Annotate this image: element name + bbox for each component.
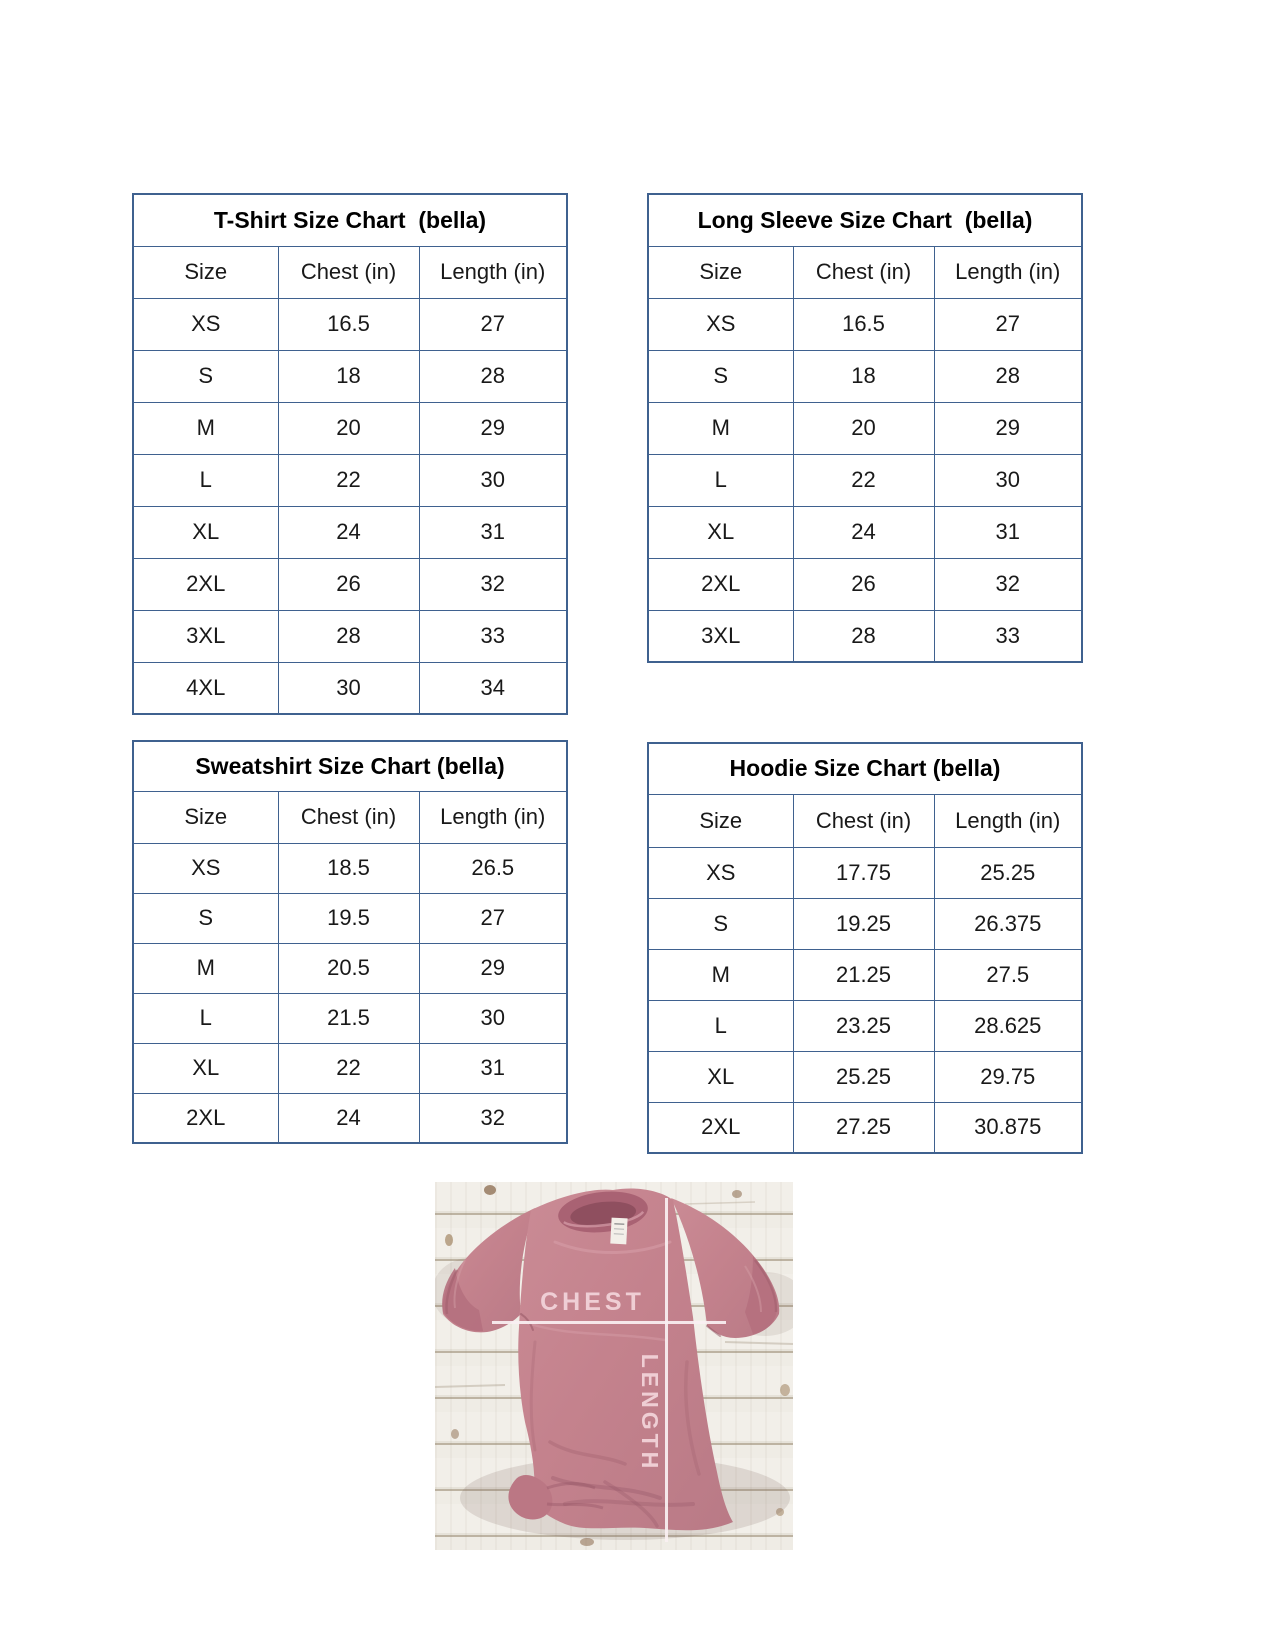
size-data-cell: 31 (419, 506, 567, 558)
size-data-cell: 3XL (648, 610, 793, 662)
column-header-cell: Size (648, 246, 793, 298)
size-data-cell: 4XL (133, 662, 278, 714)
column-header-cell: Length (in) (934, 794, 1082, 847)
size-data-cell: 27 (419, 298, 567, 350)
size-data-cell: 34 (419, 662, 567, 714)
size-data-cell: 32 (934, 558, 1082, 610)
size-data-cell: 22 (278, 454, 419, 506)
size-data-cell: 31 (419, 1043, 567, 1093)
tshirt-size-row-2XL (133, 558, 567, 610)
column-header-cell: Chest (in) (278, 791, 419, 843)
size-data-cell: 27.5 (934, 949, 1082, 1000)
size-data-cell: 25.25 (934, 847, 1082, 898)
size-data-cell: M (648, 949, 793, 1000)
column-header-cell: Size (133, 246, 278, 298)
size-data-cell: S (133, 893, 278, 943)
size-data-cell: 25.25 (793, 1051, 934, 1102)
size-data-cell: 33 (934, 610, 1082, 662)
size-data-cell: 28 (934, 350, 1082, 402)
longsleeve-size-row-3XL (648, 610, 1082, 662)
sweatshirt-size-row-S (133, 893, 567, 943)
size-data-cell: XS (648, 298, 793, 350)
tshirt-size-row-M (133, 402, 567, 454)
size-data-cell: M (648, 402, 793, 454)
size-data-cell: XS (133, 298, 278, 350)
column-header-cell: Chest (in) (278, 246, 419, 298)
size-data-cell: 32 (419, 558, 567, 610)
longsleeve-table-title: Long Sleeve Size Chart (bella) (648, 194, 1082, 246)
tshirt-size-row-L (133, 454, 567, 506)
size-data-cell: 27 (419, 893, 567, 943)
size-data-cell: 30 (278, 662, 419, 714)
chest-label: CHEST (540, 1288, 645, 1316)
size-data-cell: 23.25 (793, 1000, 934, 1051)
hoodie-size-row-XL (648, 1051, 1082, 1102)
size-data-cell: 26 (793, 558, 934, 610)
tshirt-size-table (132, 193, 568, 715)
column-header-cell: Size (133, 791, 278, 843)
size-data-cell: 27.25 (793, 1102, 934, 1153)
size-data-cell: XL (648, 1051, 793, 1102)
column-header-cell: Chest (in) (793, 794, 934, 847)
size-data-cell: 24 (278, 1093, 419, 1143)
size-data-cell: 29.75 (934, 1051, 1082, 1102)
size-data-cell: M (133, 943, 278, 993)
size-data-cell: 20 (793, 402, 934, 454)
size-data-cell: 17.75 (793, 847, 934, 898)
hoodie-header-row (648, 794, 1082, 847)
hoodie-table-title: Hoodie Size Chart (bella) (648, 743, 1082, 794)
size-data-cell: 30 (419, 993, 567, 1043)
size-data-cell: 18 (278, 350, 419, 402)
size-data-cell: 19.25 (793, 898, 934, 949)
column-header-cell: Length (in) (419, 791, 567, 843)
table-title-row (648, 743, 1082, 794)
tshirt-size-row-XL (133, 506, 567, 558)
length-label: LENGTH (637, 1353, 663, 1473)
size-data-cell: 16.5 (793, 298, 934, 350)
sweatshirt-header-row (133, 791, 567, 843)
neck-tag (610, 1218, 627, 1245)
size-data-cell: 18.5 (278, 843, 419, 893)
size-data-cell: 20.5 (278, 943, 419, 993)
size-data-cell: 16.5 (278, 298, 419, 350)
hoodie-size-row-M (648, 949, 1082, 1000)
size-data-cell: 28 (419, 350, 567, 402)
hoodie-size-row-S (648, 898, 1082, 949)
size-data-cell: XL (648, 506, 793, 558)
tshirt-size-row-XS (133, 298, 567, 350)
size-data-cell: 3XL (133, 610, 278, 662)
column-header-cell: Length (in) (934, 246, 1082, 298)
table-title-row (133, 194, 567, 246)
size-data-cell: 22 (278, 1043, 419, 1093)
table-title-row (133, 741, 567, 791)
size-data-cell: 31 (934, 506, 1082, 558)
size-data-cell: L (648, 454, 793, 506)
size-data-cell: L (133, 454, 278, 506)
sweatshirt-size-row-L (133, 993, 567, 1043)
sweatshirt-size-row-2XL (133, 1093, 567, 1143)
sweatshirt-size-row-XS (133, 843, 567, 893)
size-data-cell: L (648, 1000, 793, 1051)
size-data-cell: 18 (793, 350, 934, 402)
tshirt-size-row-3XL (133, 610, 567, 662)
size-data-cell: 20 (278, 402, 419, 454)
table-title-row (648, 194, 1082, 246)
hoodie-size-table (647, 742, 1083, 1154)
sweatshirt-table-title: Sweatshirt Size Chart (bella) (133, 741, 567, 791)
size-data-cell: 2XL (133, 1093, 278, 1143)
hoodie-size-row-L (648, 1000, 1082, 1051)
size-data-cell: L (133, 993, 278, 1043)
size-data-cell: 26 (278, 558, 419, 610)
size-data-cell: 24 (278, 506, 419, 558)
size-data-cell: 22 (793, 454, 934, 506)
size-data-cell: M (133, 402, 278, 454)
size-data-cell: S (648, 898, 793, 949)
size-data-cell: 33 (419, 610, 567, 662)
length-measure-line (665, 1198, 668, 1542)
size-data-cell: 19.5 (278, 893, 419, 943)
size-data-cell: 30 (419, 454, 567, 506)
size-data-cell: 30.875 (934, 1102, 1082, 1153)
size-data-cell: 26.5 (419, 843, 567, 893)
longsleeve-size-row-S (648, 350, 1082, 402)
size-data-cell: 29 (419, 402, 567, 454)
hoodie-size-row-2XL (648, 1102, 1082, 1153)
column-header-cell: Size (648, 794, 793, 847)
size-data-cell: 27 (934, 298, 1082, 350)
size-data-cell: S (648, 350, 793, 402)
tshirt-illustration (435, 1182, 793, 1550)
sweatshirt-size-row-M (133, 943, 567, 993)
size-data-cell: XL (133, 506, 278, 558)
column-header-cell: Chest (in) (793, 246, 934, 298)
size-data-cell: XS (133, 843, 278, 893)
size-data-cell: 29 (419, 943, 567, 993)
tshirt-header-row (133, 246, 567, 298)
sweatshirt-size-table (132, 740, 568, 1144)
longsleeve-size-row-XL (648, 506, 1082, 558)
size-data-cell: XS (648, 847, 793, 898)
chest-measure-line (492, 1321, 726, 1324)
longsleeve-header-row (648, 246, 1082, 298)
size-data-cell: 2XL (648, 558, 793, 610)
size-data-cell: 24 (793, 506, 934, 558)
hoodie-size-row-XS (648, 847, 1082, 898)
tshirt-table-title: T-Shirt Size Chart (bella) (133, 194, 567, 246)
longsleeve-size-row-M (648, 402, 1082, 454)
size-data-cell: 2XL (133, 558, 278, 610)
column-header-cell: Length (in) (419, 246, 567, 298)
size-data-cell: 21.25 (793, 949, 934, 1000)
tshirt-size-row-4XL (133, 662, 567, 714)
size-data-cell: 29 (934, 402, 1082, 454)
longsleeve-size-row-XS (648, 298, 1082, 350)
size-data-cell: 28.625 (934, 1000, 1082, 1051)
size-data-cell: 21.5 (278, 993, 419, 1043)
sweatshirt-size-row-XL (133, 1043, 567, 1093)
size-data-cell: 32 (419, 1093, 567, 1143)
longsleeve-size-table (647, 193, 1083, 663)
longsleeve-size-row-2XL (648, 558, 1082, 610)
size-data-cell: 28 (793, 610, 934, 662)
tshirt-size-row-S (133, 350, 567, 402)
size-data-cell: XL (133, 1043, 278, 1093)
size-data-cell: 28 (278, 610, 419, 662)
size-data-cell: 30 (934, 454, 1082, 506)
size-data-cell: S (133, 350, 278, 402)
tshirt-measurement-photo (435, 1182, 793, 1550)
size-data-cell: 26.375 (934, 898, 1082, 949)
longsleeve-size-row-L (648, 454, 1082, 506)
size-data-cell: 2XL (648, 1102, 793, 1153)
